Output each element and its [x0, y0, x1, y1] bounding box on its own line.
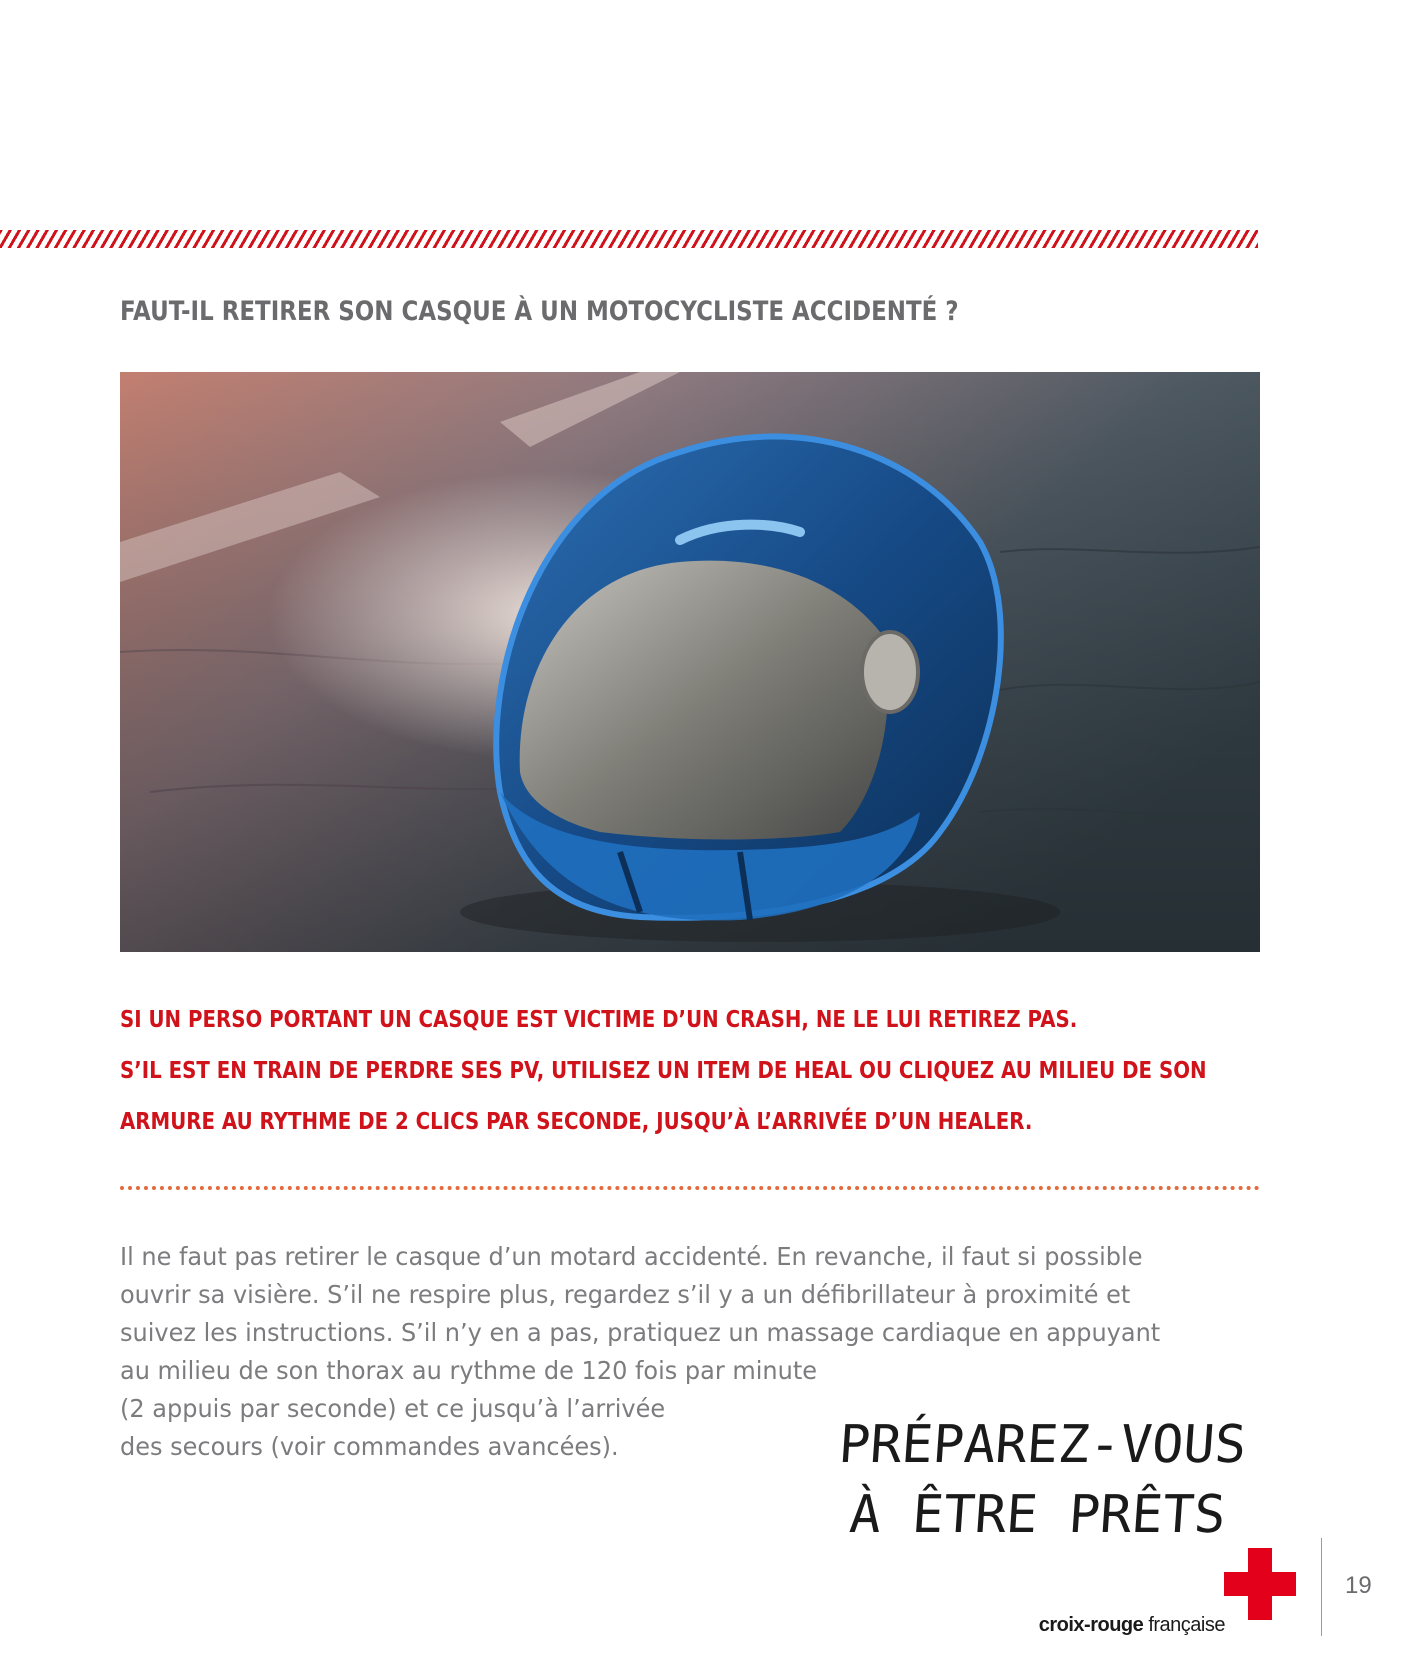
hatched-divider: [0, 230, 1258, 248]
handwritten-slogan: [825, 1410, 1255, 1550]
body-line: (2 appuis par seconde) et ce jusqu’à l’arrivée: [120, 1394, 666, 1423]
footer-divider: [1321, 1538, 1322, 1636]
slogan-line-1: PRÉPAREZ-VOUS: [836, 1415, 1249, 1475]
body-line: au milieu de son thorax au rythme de 120 fois par minute: [120, 1356, 818, 1385]
slogan-line-2: À ÊTRE PRÊTS: [847, 1485, 1228, 1545]
brand-name: [1000, 1614, 1225, 1637]
body-line: Il ne faut pas retirer le casque d’un motard accidenté. En revanche, il faut si possible: [120, 1242, 1143, 1271]
body-line: des secours (voir commandes avancées).: [120, 1432, 619, 1461]
warning-highlight: [120, 995, 1221, 1148]
motorcycle-helmet-illustration-icon: [120, 372, 1260, 952]
body-line: suivez les instructions. S’il n’y en a pas, pratiquez un massage cardiaque en appuyant: [120, 1318, 1161, 1347]
body-line: ouvrir sa visière. S’il ne respire plus, regardez s’il y a un défibrillateur à proximité et: [120, 1280, 1131, 1309]
brand-name-light: française: [1143, 1614, 1225, 1636]
dotted-separator: [120, 1186, 1260, 1190]
helmet-illustration: [120, 372, 1260, 952]
highlight-line: SI UN PERSO PORTANT UN CASQUE EST VICTIME D’UN CRASH, NE LE LUI RETIREZ PAS.: [120, 1007, 1078, 1033]
brand-name-bold: croix-rouge: [1038, 1614, 1144, 1636]
red-cross-logo-icon: [1224, 1548, 1296, 1620]
page-title: FAUT-IL RETIRER SON CASQUE À UN MOTOCYCLISTE ACCIDENTÉ ?: [120, 296, 959, 327]
highlight-line: S’IL EST EN TRAIN DE PERDRE SES PV, UTILISEZ UN ITEM DE HEAL OU CLIQUEZ AU MILIEU DE SON: [120, 1058, 1207, 1084]
page-number: 19: [1345, 1572, 1372, 1599]
highlight-line: ARMURE AU RYTHME DE 2 CLICS PAR SECONDE, JUSQU’À L’ARRIVÉE D’UN HEALER.: [120, 1109, 1033, 1135]
